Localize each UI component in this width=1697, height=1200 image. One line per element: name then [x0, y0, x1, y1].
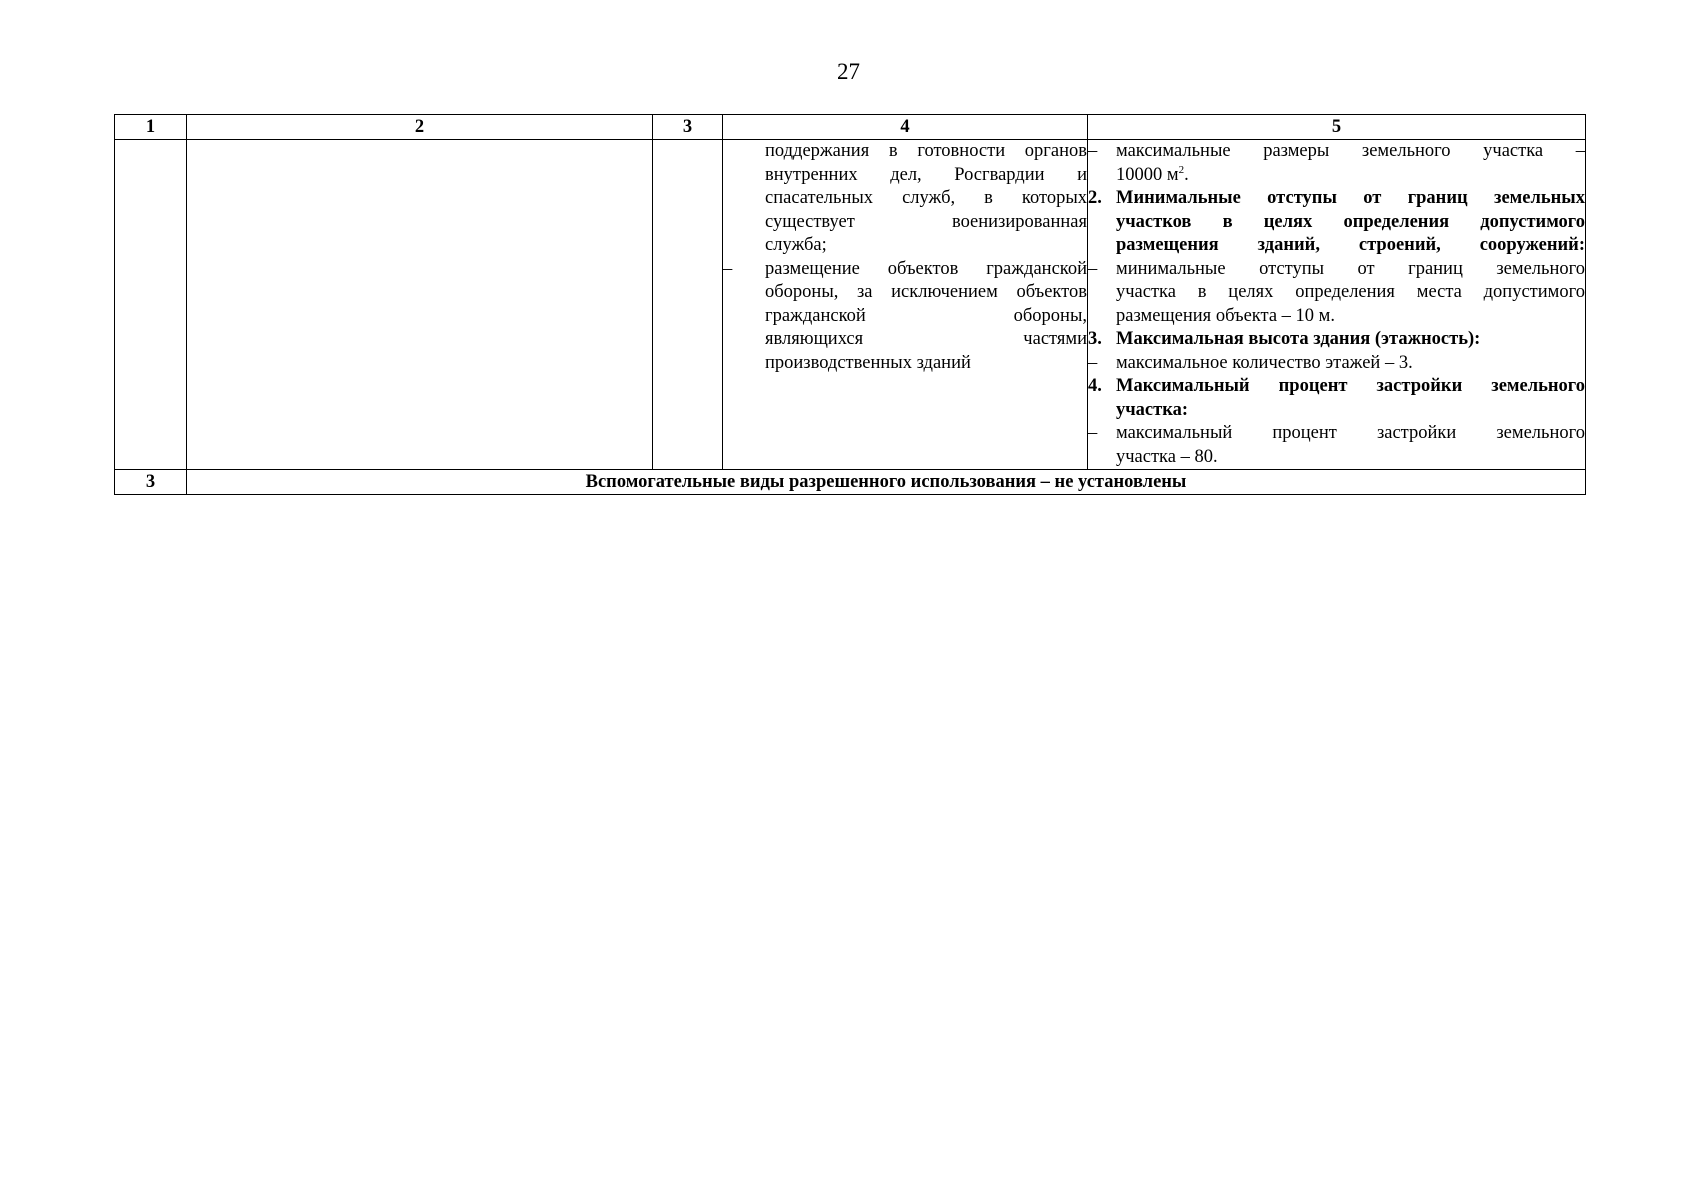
header-cell-2: 2 — [187, 115, 653, 140]
page-number: 27 — [837, 59, 860, 84]
col4-item-line: являющихся частями — [765, 329, 1087, 349]
col5-item-3 — [1088, 352, 1585, 376]
dash-marker: – — [1088, 141, 1098, 161]
regulation-table — [114, 114, 1586, 495]
col4-intro-line: внутренних дел, Росгвардии и — [765, 164, 1087, 185]
col4-intro — [723, 140, 1087, 258]
header-cell-4: 4 — [723, 115, 1088, 140]
footer-row-number: 3 — [115, 470, 187, 495]
col5-heading-line: Максимальная высота здания (этажность): — [1116, 329, 1481, 349]
col4-list-item — [723, 258, 1087, 376]
header-cell-3: 3 — [653, 115, 723, 140]
col4-intro-line: служба; — [765, 235, 827, 255]
footer-row-text: Вспомогательные виды разрешенного использования – не установлены — [187, 470, 1586, 495]
cell-col-5 — [1088, 140, 1586, 470]
header-cell-5: 5 — [1088, 115, 1586, 140]
cell-col-4 — [723, 140, 1088, 470]
col4-intro-line: спасательных служб, в которых — [765, 188, 1087, 208]
col5-item-4-line: максимальный процент застройки земельного — [1116, 423, 1585, 443]
col5-item-2-line: размещения объекта – 10 м. — [1116, 305, 1336, 326]
col5-heading-3: 3. Максимальная высота здания (этажность): — [1088, 328, 1585, 352]
col4-intro-line: поддержания в готовности органов — [765, 141, 1087, 161]
col5-heading-line: размещения зданий, строений, сооружений: — [1116, 235, 1585, 255]
col5-item-1 — [1088, 140, 1585, 187]
col4-intro-line: существует военизированная — [765, 211, 1087, 232]
col5-item-2-line: участка в целях определения места допустимого — [1116, 282, 1585, 302]
col5-heading-2: 2. Минимальные отступы от границ земельных участков в целях определения допустимого размещения зданий, строений, сооружений: — [1088, 187, 1585, 258]
col4-item-line: производственных зданий — [765, 352, 971, 373]
col5-item-1-value: 10000 $м^2$. — [1116, 163, 1189, 185]
table-header-row — [115, 115, 1586, 140]
col5-heading-line: участков в целях определения допустимого — [1116, 211, 1585, 232]
col5-heading-line: Максимальный процент застройки земельного — [1116, 376, 1585, 396]
dash-marker: – — [1088, 423, 1098, 443]
dash-marker: – — [1088, 352, 1098, 373]
col5-item-2 — [1088, 258, 1585, 329]
col5-heading-4: 4. Максимальный процент застройки земельного участка: — [1088, 375, 1585, 422]
col5-item-1-line: максимальные размеры земельного участка – — [1116, 141, 1585, 161]
col4-item-line: размещение объектов гражданской — [765, 258, 1087, 279]
header-cell-1: 1 — [115, 115, 187, 140]
col4-item-line: обороны, за исключением объектов — [765, 282, 1087, 302]
table-row — [115, 140, 1586, 470]
col4-item-line: гражданской обороны, — [765, 305, 1087, 326]
col5-item-4 — [1088, 422, 1585, 469]
dash-marker: – — [723, 258, 733, 279]
col5-item-4-line: участка – 80. — [1116, 446, 1218, 467]
cell-col-3 — [653, 140, 723, 470]
dash-marker: – — [1088, 258, 1098, 279]
cell-col-2 — [187, 140, 653, 470]
col5-item-2-line: минимальные отступы от границ земельного — [1116, 258, 1585, 279]
col5-item-3-line: максимальное количество этажей – 3. — [1116, 352, 1413, 373]
col5-heading-line: Минимальные отступы от границ земельных — [1116, 188, 1585, 208]
table-row-footer — [115, 470, 1586, 495]
cell-col-1 — [115, 140, 187, 470]
col5-heading-line: участка: — [1116, 399, 1189, 420]
